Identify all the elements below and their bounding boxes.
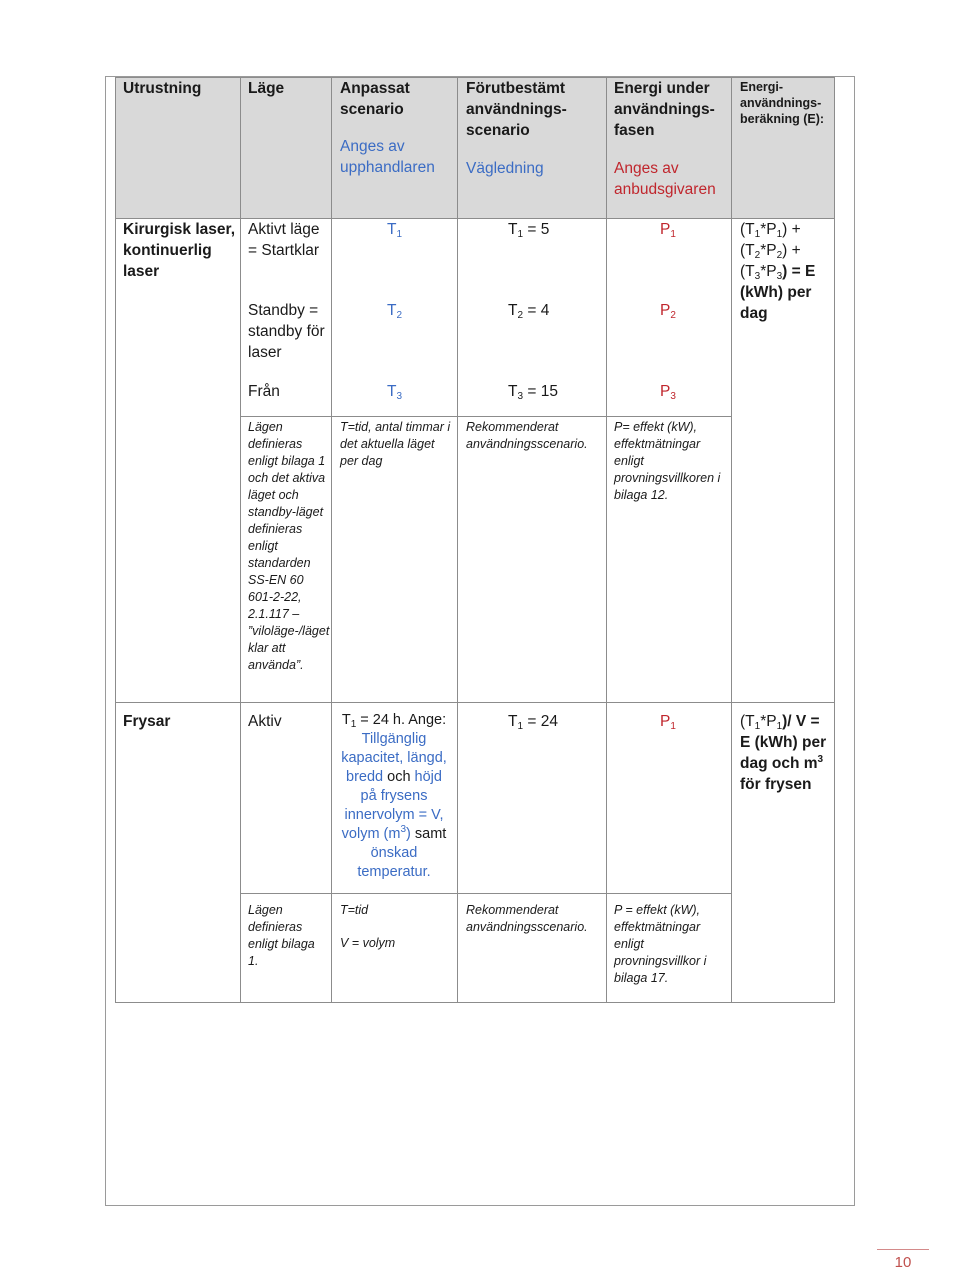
formula-join: ) + (T xyxy=(740,221,801,259)
index: 1 xyxy=(776,229,783,240)
custom-intro: = 24 h. Ange: xyxy=(356,712,447,728)
laser-note-mode: Lägen definieras enligt bilaga 1 och det aktiva läget och standby-läget definieras enligt standarden SS-EN 60 601-2-22, 2.1.117 – ”viloläge-/läget klar att använda”. xyxy=(248,420,330,672)
index: 3 xyxy=(396,391,403,402)
laser-bottom-border xyxy=(115,702,835,703)
col-line-5 xyxy=(731,77,732,1003)
formula-open: (T xyxy=(740,221,755,238)
formula-star: *P xyxy=(760,221,777,238)
frysar-note-border xyxy=(240,893,731,894)
p-symbol: P xyxy=(660,713,671,730)
index: 1 xyxy=(350,719,357,730)
formula-open: (T xyxy=(740,713,755,730)
laser-t1-value xyxy=(508,219,549,240)
t-symbol: T xyxy=(508,221,518,238)
laser-t2-value xyxy=(508,300,549,321)
superscript: 3 xyxy=(817,754,824,765)
laser-mode-standby: Standby = standby för laser xyxy=(248,302,325,361)
t-symbol: T xyxy=(508,383,518,400)
t-symbol: T xyxy=(508,302,518,319)
index: 1 xyxy=(670,229,676,240)
t-symbol: T xyxy=(387,221,397,238)
custom-volume-text: på frysens innervolym = V, volym (m xyxy=(341,788,444,842)
col-line-1 xyxy=(240,77,241,1003)
custom-volume-close: ) xyxy=(406,826,411,842)
index: 3 xyxy=(776,271,783,282)
table-bottom-border xyxy=(115,1002,835,1003)
custom-and: och xyxy=(383,769,415,785)
laser-t3-label xyxy=(387,381,402,402)
t-symbol: T xyxy=(387,383,397,400)
frysar-note-power: P = effekt (kW), effektmätningar enligt provningsvillkor i bilaga 17. xyxy=(614,903,707,985)
frysar-mode: Aktiv xyxy=(248,713,282,730)
custom-width: bredd xyxy=(346,769,384,785)
laser-mode-off: Från xyxy=(248,383,280,400)
header-energi: Energi under användnings-fasen xyxy=(614,80,715,139)
t-symbol: T xyxy=(508,713,518,730)
value: = 24 xyxy=(523,713,558,730)
header-energi-note: Anges av anbudsgivaren xyxy=(614,160,716,198)
laser-t2-label xyxy=(387,300,402,321)
custom-temperature: önskad temperatur. xyxy=(357,845,431,880)
laser-note-border xyxy=(240,416,731,417)
formula-star: *P xyxy=(760,242,777,259)
index: 1 xyxy=(754,229,761,240)
formula-result: )/ V = E (kWh) per dag och m xyxy=(740,713,827,772)
frysar-t1-value xyxy=(508,711,558,732)
laser-p1 xyxy=(660,219,676,240)
frysar-p1 xyxy=(660,711,676,732)
p-symbol: P xyxy=(660,383,671,400)
laser-note-power: P= effekt (kW), effektmätningar enligt provningsvillkoren i bilaga 12. xyxy=(614,420,721,502)
frysar-equipment: Frysar xyxy=(123,713,171,730)
col-line-2 xyxy=(331,77,332,1003)
index: 2 xyxy=(776,250,783,261)
custom-samt: samt xyxy=(414,826,447,842)
value: = 15 xyxy=(523,383,558,400)
col-line-4 xyxy=(606,77,607,1003)
formula-result: ) = E (kWh) per dag xyxy=(740,263,816,322)
index: 3 xyxy=(517,391,524,402)
custom-capacity: Tillgänglig kapacitet, längd, xyxy=(341,731,447,766)
header-forutbestamt-note: Vägledning xyxy=(466,160,544,177)
index: 2 xyxy=(754,250,761,261)
formula-join: ) + (T xyxy=(740,242,801,280)
index: 1 xyxy=(754,721,761,732)
frysar-note-scenario: Rekommenderat användningsscenario. xyxy=(466,903,588,934)
header-utrustning: Utrustning xyxy=(123,80,202,97)
laser-t3-value xyxy=(508,381,558,402)
t-symbol: T xyxy=(387,302,397,319)
superscript: 3 xyxy=(400,824,407,835)
index: 2 xyxy=(517,310,524,321)
frysar-custom xyxy=(336,711,452,882)
index: 2 xyxy=(396,310,403,321)
index: 1 xyxy=(396,229,403,240)
frysar-note-mode: Lägen definieras enligt bilaga 1. xyxy=(248,903,315,968)
custom-height: höjd xyxy=(414,769,442,785)
p-symbol: P xyxy=(660,221,671,238)
frysar-note-volume: V = volym xyxy=(340,936,396,950)
laser-equipment: Kirurgisk laser, kontinuerlig laser xyxy=(123,221,236,280)
index: 3 xyxy=(670,391,676,402)
value: = 4 xyxy=(523,302,550,319)
frysar-formula xyxy=(740,711,832,795)
index: 3 xyxy=(754,271,761,282)
laser-note-time: T=tid, antal timmar i det aktuella läget per dag xyxy=(340,420,451,468)
t-symbol: T xyxy=(341,712,351,728)
laser-note-scenario: Rekommenderat användningsscenario. xyxy=(466,420,588,451)
header-lage: Läge xyxy=(248,80,285,97)
frysar-note-time: T=tid xyxy=(340,903,369,917)
index: 1 xyxy=(776,721,783,732)
laser-t1-label xyxy=(387,219,402,240)
formula-star: *P xyxy=(760,713,777,730)
index: 1 xyxy=(517,229,524,240)
index: 1 xyxy=(670,721,676,732)
laser-formula xyxy=(740,219,830,324)
header-forutbestamt: Förutbestämt användnings-scenario xyxy=(466,80,567,139)
laser-p2 xyxy=(660,300,676,321)
p-symbol: P xyxy=(660,302,671,319)
page-number: 10 xyxy=(894,1254,912,1271)
index: 2 xyxy=(670,310,676,321)
formula-star: *P xyxy=(760,263,777,280)
laser-p3 xyxy=(660,381,676,402)
header-anpassat: Anpassat scenario xyxy=(340,80,410,118)
header-anpassat-note: Anges av upphandlaren xyxy=(340,138,435,176)
page-number-rule xyxy=(877,1249,929,1250)
formula-end: för frysen xyxy=(740,776,812,793)
value: = 5 xyxy=(523,221,550,238)
header-berakning: Energi-användnings-beräkning (E): xyxy=(740,80,825,126)
col-line-6 xyxy=(834,77,835,1003)
col-line-3 xyxy=(457,77,458,1003)
index: 1 xyxy=(517,721,524,732)
col-line-0 xyxy=(115,77,116,1003)
laser-mode-active: Aktivt läge = Startklar xyxy=(248,221,320,259)
